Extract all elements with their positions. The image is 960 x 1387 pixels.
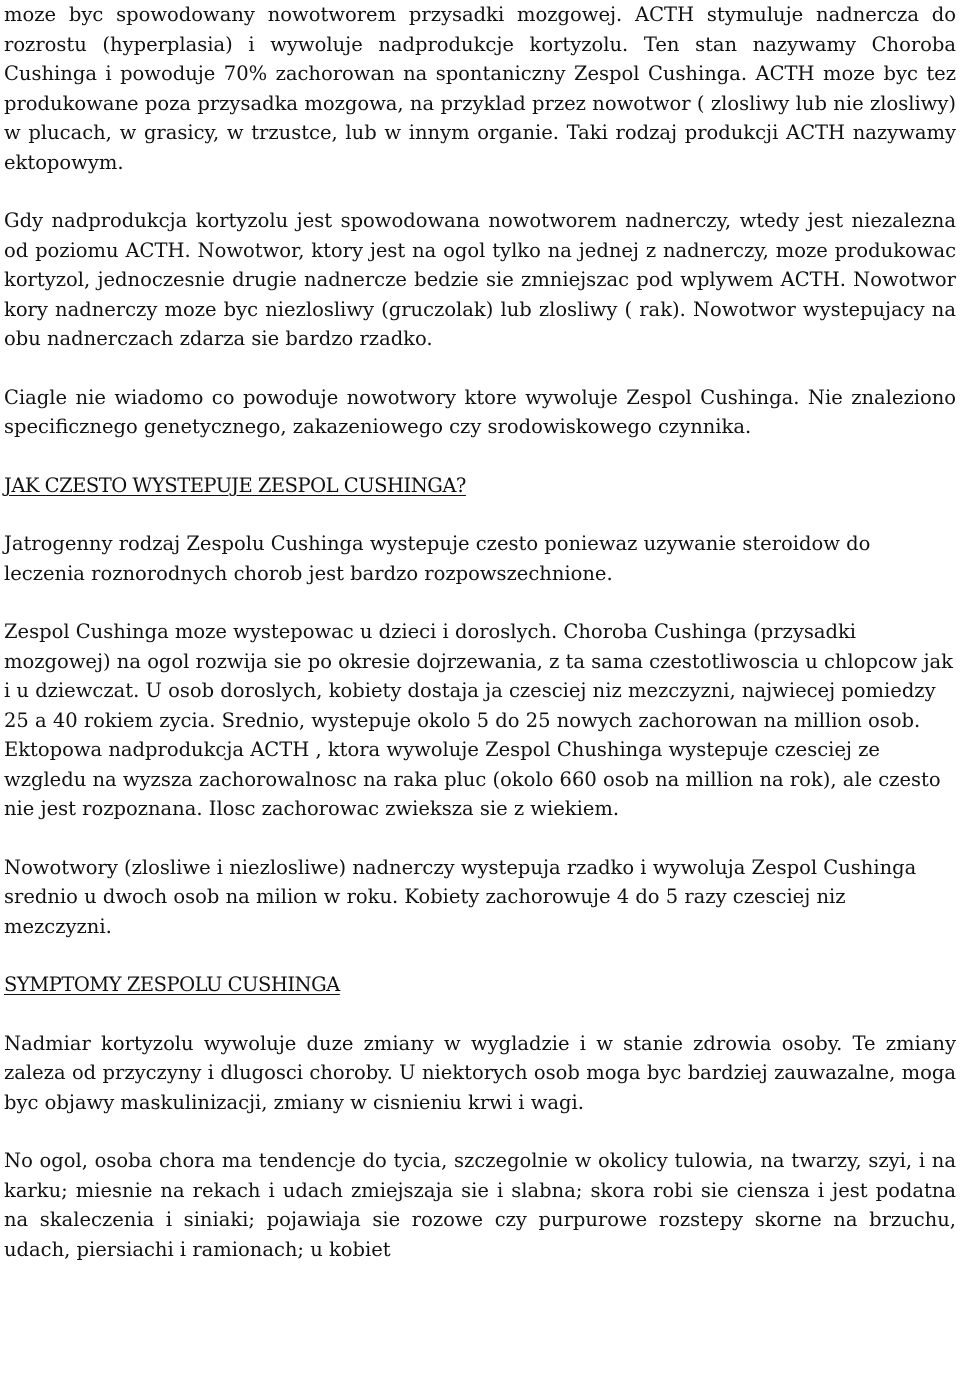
paragraph-acth-pituitary: moze byc spowodowany nowotworem przysadki mozgowej. ACTH stymuluje nadnercza do rozrostu (hyperplasia) i wywoluje nadprodukcje kortyzolu. Ten stan nazywamy Choroba Cushinga i powoduje 70% zachorowan na spontaniczny Zespol Cushinga. ACTH moze byc tez produkowane poza przysadka mozgowa, na przyklad przez nowotwor ( zlosliwy lub nie zlosliwy) w plucach, w grasicy, w trzustce, lub w innym organie. Taki rodzaj produkcji ACTH nazywamy ektopowym. [4,3,956,174]
paragraph-spacer [4,824,956,853]
document-page [4,0,956,1264]
paragraph-spacer [4,177,956,206]
paragraph-unknown-cause: Ciagle nie wiadomo co powoduje nowotwory ktore wywoluje Zespol Cushinga. Nie znaleziono specificznego genetycznego, zakazeniowego czy srodowiskowego czynnika. [4,385,956,438]
paragraph-spacer [4,1117,956,1146]
paragraph-spacer [4,588,956,617]
paragraph-spacer [4,1000,956,1029]
paragraph-spacer [4,500,956,529]
paragraph-spacer [4,354,956,383]
paragraph-adrenal-tumors: Nowotwory (zlosliwe i niezlosliwe) nadnerczy wystepuja rzadko i wywoluja Zespol Cushinga srednio u dwoch osob na milion w roku. Kobiety zachorowuje 4 do 5 razy czesciej niz mezczyzni. [4,855,917,938]
paragraph-spacer [4,941,956,970]
paragraph-symptoms-list: No ogol, osoba chora ma tendencje do tycia, szczegolnie w okolicy tulowia, na twarzy, szyi, i na karku; miesnie na rekach i udach zmiejszaja sie i slabna; skora robi sie ciensza i jest podatna na skaleczenia i siniaki; pojawiaja sie rozowe czy purpurowe rozstepy skorne na brzuchu, udach, piersiachi i ramionach; u kobiet [4,1149,956,1261]
paragraph-cortisol-changes: Nadmiar kortyzolu wywoluje duze zmiany w wygladzie i w stanie zdrowia osoby. Te zmiany zaleza od przyczyny i dlugosci choroby. U niektorych osob moga byc bardziej zauwazalne, moga byc objawy maskulinizacji, zmiany w cisnieniu krwi i wagi. [4,1031,956,1114]
paragraph-iatrogenic: Jatrogenny rodzaj Zespolu Cushinga wystepuje czesto poniewaz uzywanie steroidow do leczenia roznorodnych chorob jest bardzo rozpowszechnione. [4,532,871,585]
paragraph-children-adults: Zespol Cushinga moze wystepowac u dzieci i doroslych. Choroba Cushinga (przysadki mozgowej) na ogol rozwija sie po okresie dojrzewania, z ta sama czestotliwoscia u chlopcow jak i u dziewczat. U osob doroslych, kobiety dostaja ja czesciej niz mezczyzni, najwiecej pomiedzy 25 a 40 rokiem zycia. Srednio, wystepuje okolo 5 do 25 nowych zachorowan na million osob. Ektopowa nadprodukcja ACTH , ktora wywoluje Zespol Chushinga wystepuje czesciej ze wzgledu na wyzsza zachorowalnosc na raka pluc (okolo 660 osob na million na rok), ale czesto nie jest rozpoznana. Ilosc zachorowac zwieksza sie z wiekiem. [4,620,953,820]
paragraph-spacer [4,442,956,471]
heading-symptoms: SYMPTOMY ZESPOLU CUSHINGA [4,973,340,996]
heading-frequency: JAK CZESTO WYSTEPUJE ZESPOL CUSHINGA? [4,473,466,497]
paragraph-adrenal: Gdy nadprodukcja kortyzolu jest spowodowana nowotworem nadnerczy, wtedy jest niezalezna od poziomu ACTH. Nowotwor, ktory jest na ogol tylko na jednej z nadnerczy, moze produkowac kortyzol, jednoczesnie drugie nadnercze bedzie sie zmniejszac pod wplywem ACTH. Nowotwor kory nadnerczy moze byc niezlosliwy (gruczolak) lub zlosliwy ( rak). Nowotwor wystepujacy na obu nadnerczach zdarza sie bardzo rzadko. [4,209,956,350]
